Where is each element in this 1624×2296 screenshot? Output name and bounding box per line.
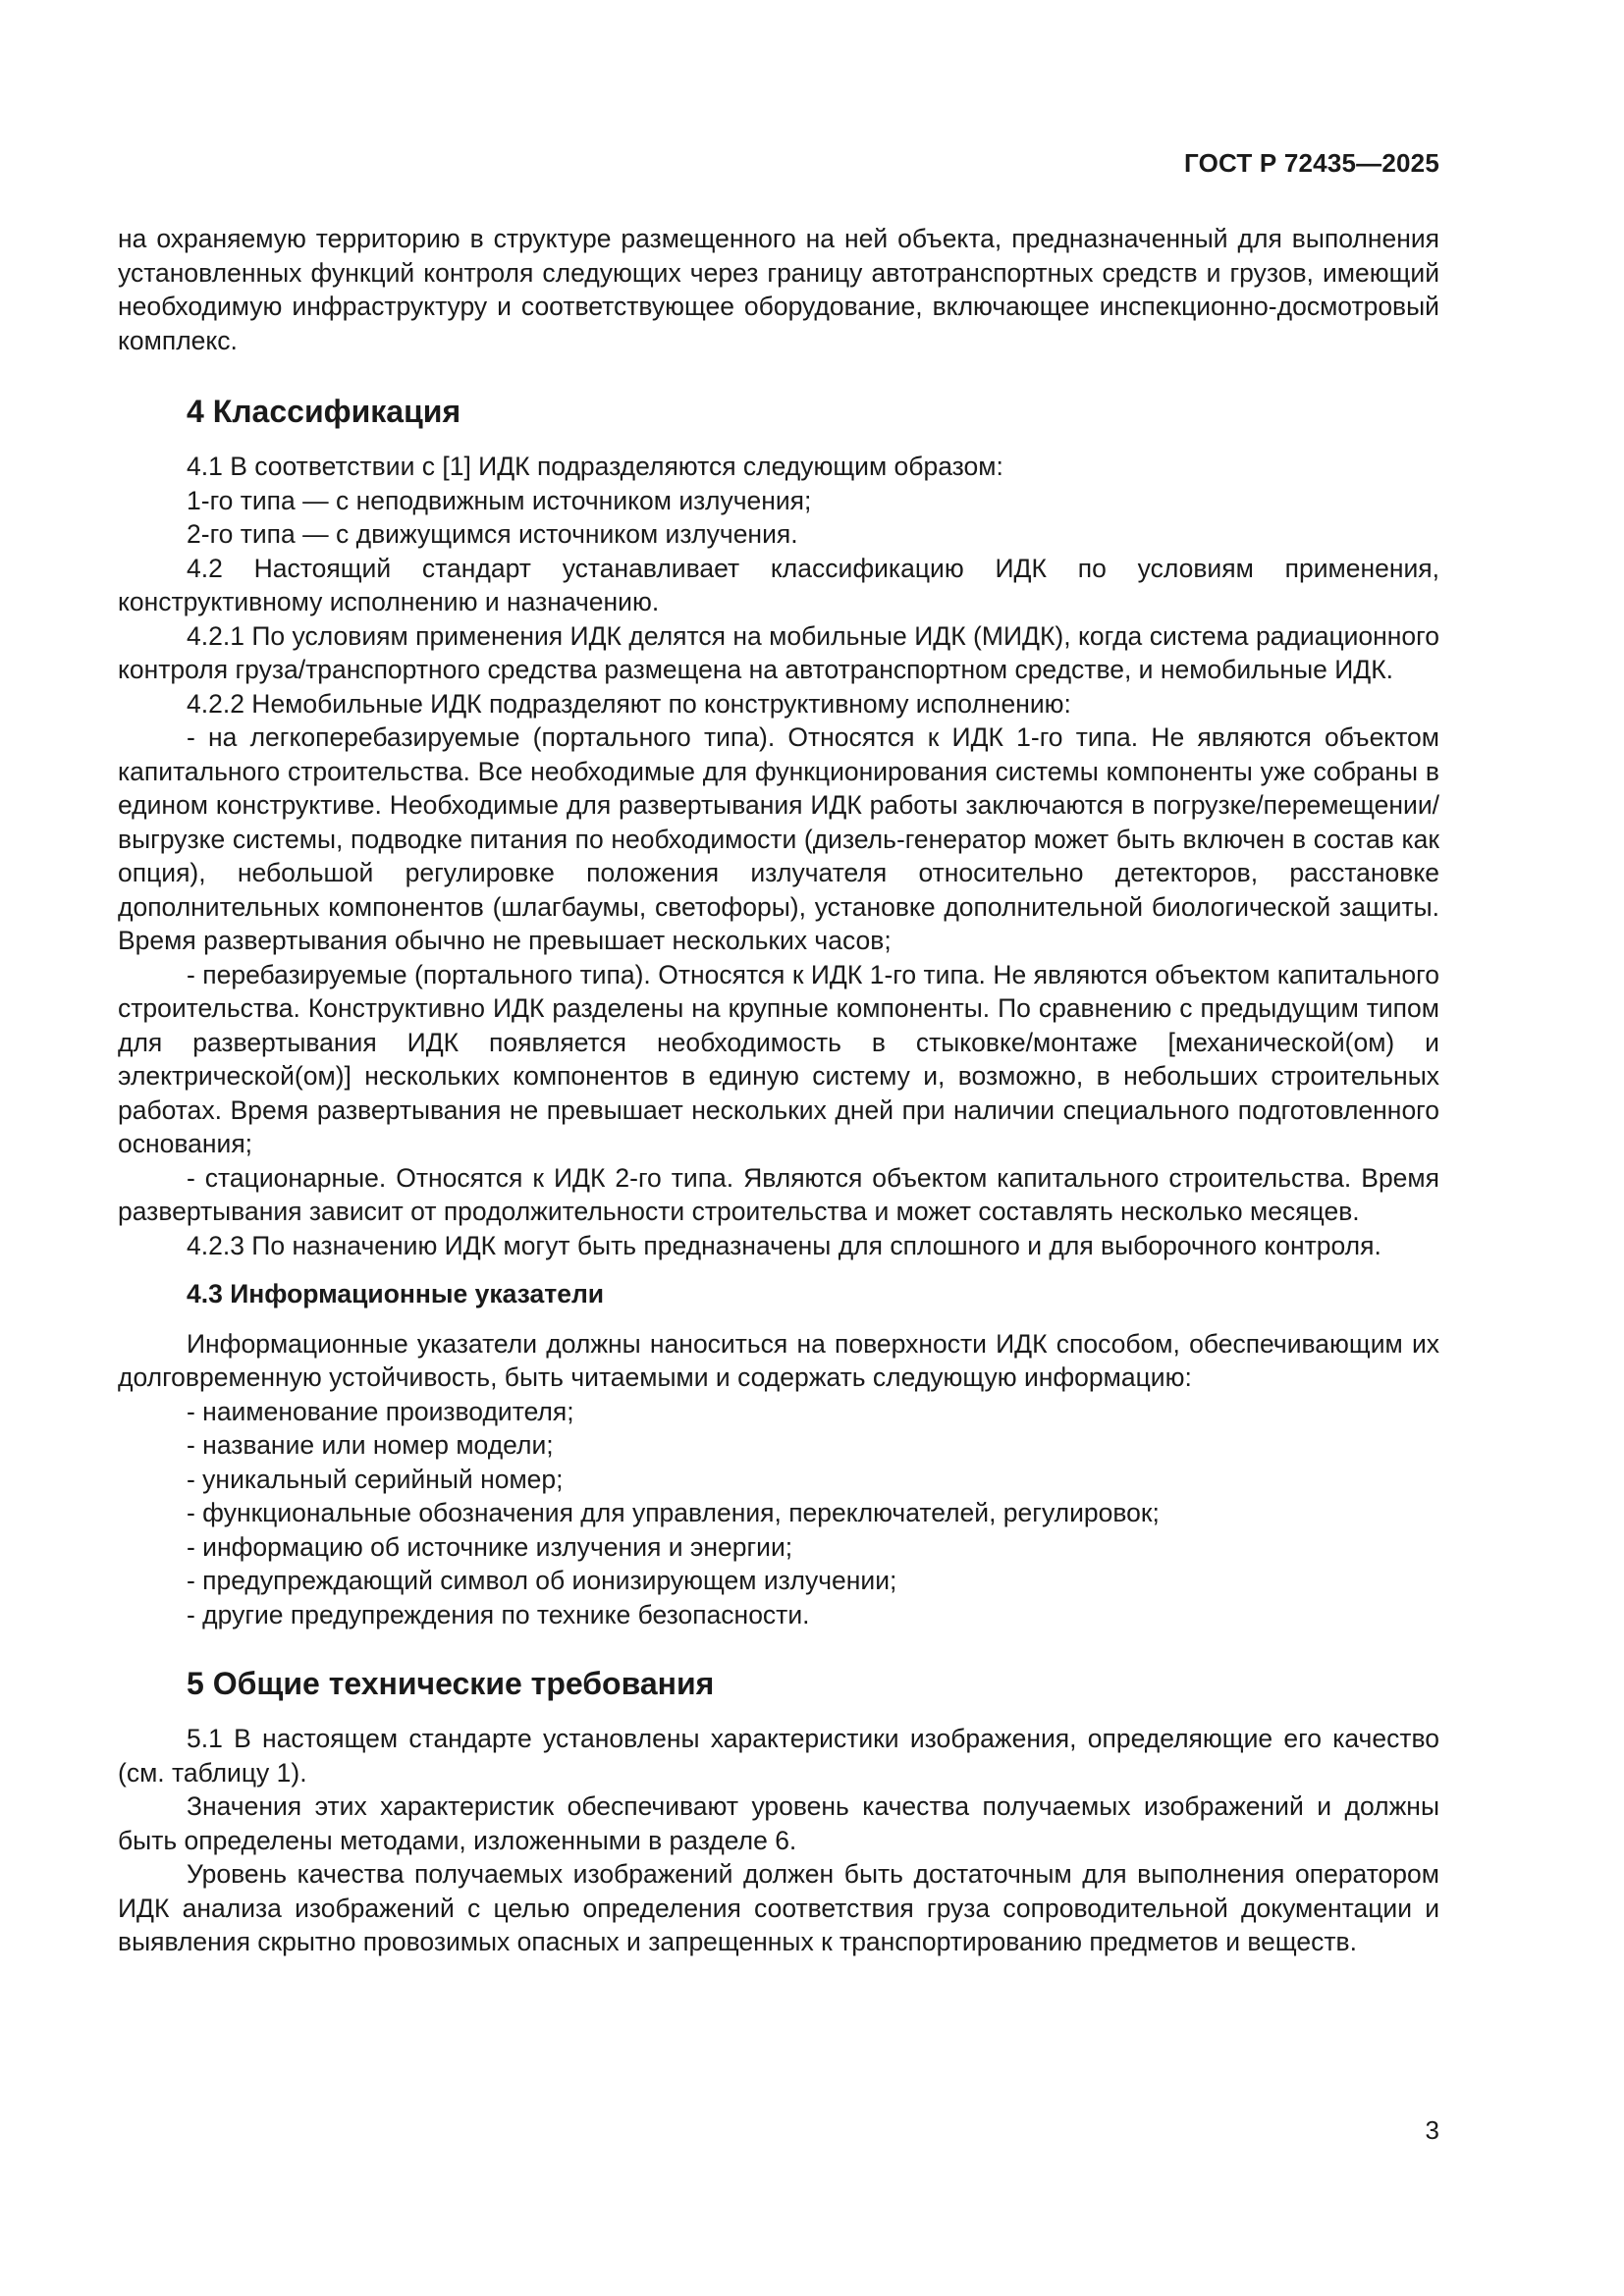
page-number: 3 bbox=[1425, 2115, 1439, 2145]
list-item-stationary: - стационарные. Относятся к ИДК 2-го типа. Являются объектом капитального строительства. Время развертывания зависит от продолжительности строительства и может составлять несколько месяцев. bbox=[118, 1162, 1439, 1226]
paragraph-5-1: 5.1 В настоящем стандарте установлены характеристики изображения, определяющие его качество (см. таблицу 1). bbox=[118, 1724, 1439, 1788]
paragraph-4-2: 4.2 Настоящий стандарт устанавливает классификацию ИДК по условиям применения, конструктивному исполнению и назначению. bbox=[118, 553, 1439, 616]
paragraph-4-2-1: 4.2.1 По условиям применения ИДК делятся на мобильные ИДК (МИДК), когда система радиационного контроля груза/транспортного средства размещена на автотранспортном средстве, и немобильные ИДК. bbox=[118, 620, 1439, 684]
list-item: - название или номер модели; bbox=[187, 1430, 554, 1460]
intro-paragraph: на охраняемую территорию в структуре размещенного на ней объекта, предназначенный для выполнения установленных функций контроля следующих через границу автотранспортных средств и грузов, имеющий необходимую инфраструктуру и соответствующее оборудование, включающее инспекционно-досмотровый комплекс. bbox=[118, 224, 1439, 355]
paragraph-4-3-lead: Информационные указатели должны наноситься на поверхности ИДК способом, обеспечивающим их долговременную устойчивость, быть читаемыми и содержать следующую информацию: bbox=[118, 1328, 1439, 1392]
list-item-light-relocatable: - на легкоперебазируемые (портального типа). Относятся к ИДК 1-го типа. Не являются объектом капитального строительства. Все необходимые для функционирования системы компоненты уже собраны в едином конструктиве. Необходимые для развертывания ИДК работы заключаются в погрузке/перемещении/выгрузке системы, подводке питания по необходимости (дизель-генератор может быть включен в состав как опция), небольшой регулировке положения излучателя относительно детекторов, расстановке дополнительных компонентов (шлагбаумы, светофоры), установке дополнительной биологической защиты. Время развертывания обычно не превышает нескольких часов; bbox=[118, 722, 1439, 955]
paragraph-4-1: 4.1 В соответствии с [1] ИДК подразделяются следующим образом: bbox=[187, 452, 1003, 481]
list-item: - функциональные обозначения для управления, переключателей, регулировок; bbox=[187, 1498, 1160, 1527]
paragraph-5-quality: Уровень качества получаемых изображений должен быть достаточным для выполнения оператором ИДК анализа изображений с целью определения соответствия груза сопроводительной документации и выявления скрытно провозимых опасных и запрещенных к транспортированию предметов и веществ. bbox=[118, 1859, 1439, 1956]
paragraph-type-1: 1-го типа — с неподвижным источником излучения; bbox=[187, 485, 812, 515]
paragraph-4-2-2: 4.2.2 Немобильные ИДК подразделяют по конструктивному исполнению: bbox=[187, 688, 1071, 719]
list-item: - информацию об источнике излучения и энергии; bbox=[187, 1531, 793, 1562]
paragraph-5-values: Значения этих характеристик обеспечивают уровень качества получаемых изображений и должны быть определены методами, изложенными в разделе 6. bbox=[118, 1791, 1439, 1855]
subsection-4-3-heading: 4.3 Информационные указатели bbox=[187, 1279, 605, 1308]
list-item: - уникальный серийный номер; bbox=[187, 1464, 564, 1494]
section-5-heading: 5 Общие технические требования bbox=[187, 1666, 715, 1701]
document-body bbox=[118, 222, 1439, 1959]
list-item: - предупреждающий символ об ионизирующем излучении; bbox=[187, 1566, 897, 1595]
section-4-heading: 4 Классификация bbox=[187, 394, 461, 429]
paragraph-4-2-3: 4.2.3 По назначению ИДК могут быть предназначены для сплошного и для выборочного контроля. bbox=[187, 1230, 1381, 1260]
list-item: - наименование производителя; bbox=[187, 1396, 574, 1426]
list-item: - другие предупреждения по технике безопасности. bbox=[187, 1599, 810, 1629]
document-code-header: ГОСТ Р 72435—2025 bbox=[1184, 148, 1439, 178]
list-item-relocatable: - перебазируемые (портального типа). Относятся к ИДК 1-го типа. Не являются объектом капитального строительства. Конструктивно ИДК разделены на крупные компоненты. По сравнению с предыдущим типом для развертывания ИДК появляется необходимость в стыковке/монтаже [механической(ом) и электрической(ом)] нескольких компонентов в единую систему и, возможно, в небольших строительных работах. Время развертывания не превышает нескольких дней при наличии специального подготовленного основания; bbox=[118, 959, 1439, 1158]
paragraph-type-2: 2-го типа — с движущимся источником излучения. bbox=[187, 519, 798, 549]
